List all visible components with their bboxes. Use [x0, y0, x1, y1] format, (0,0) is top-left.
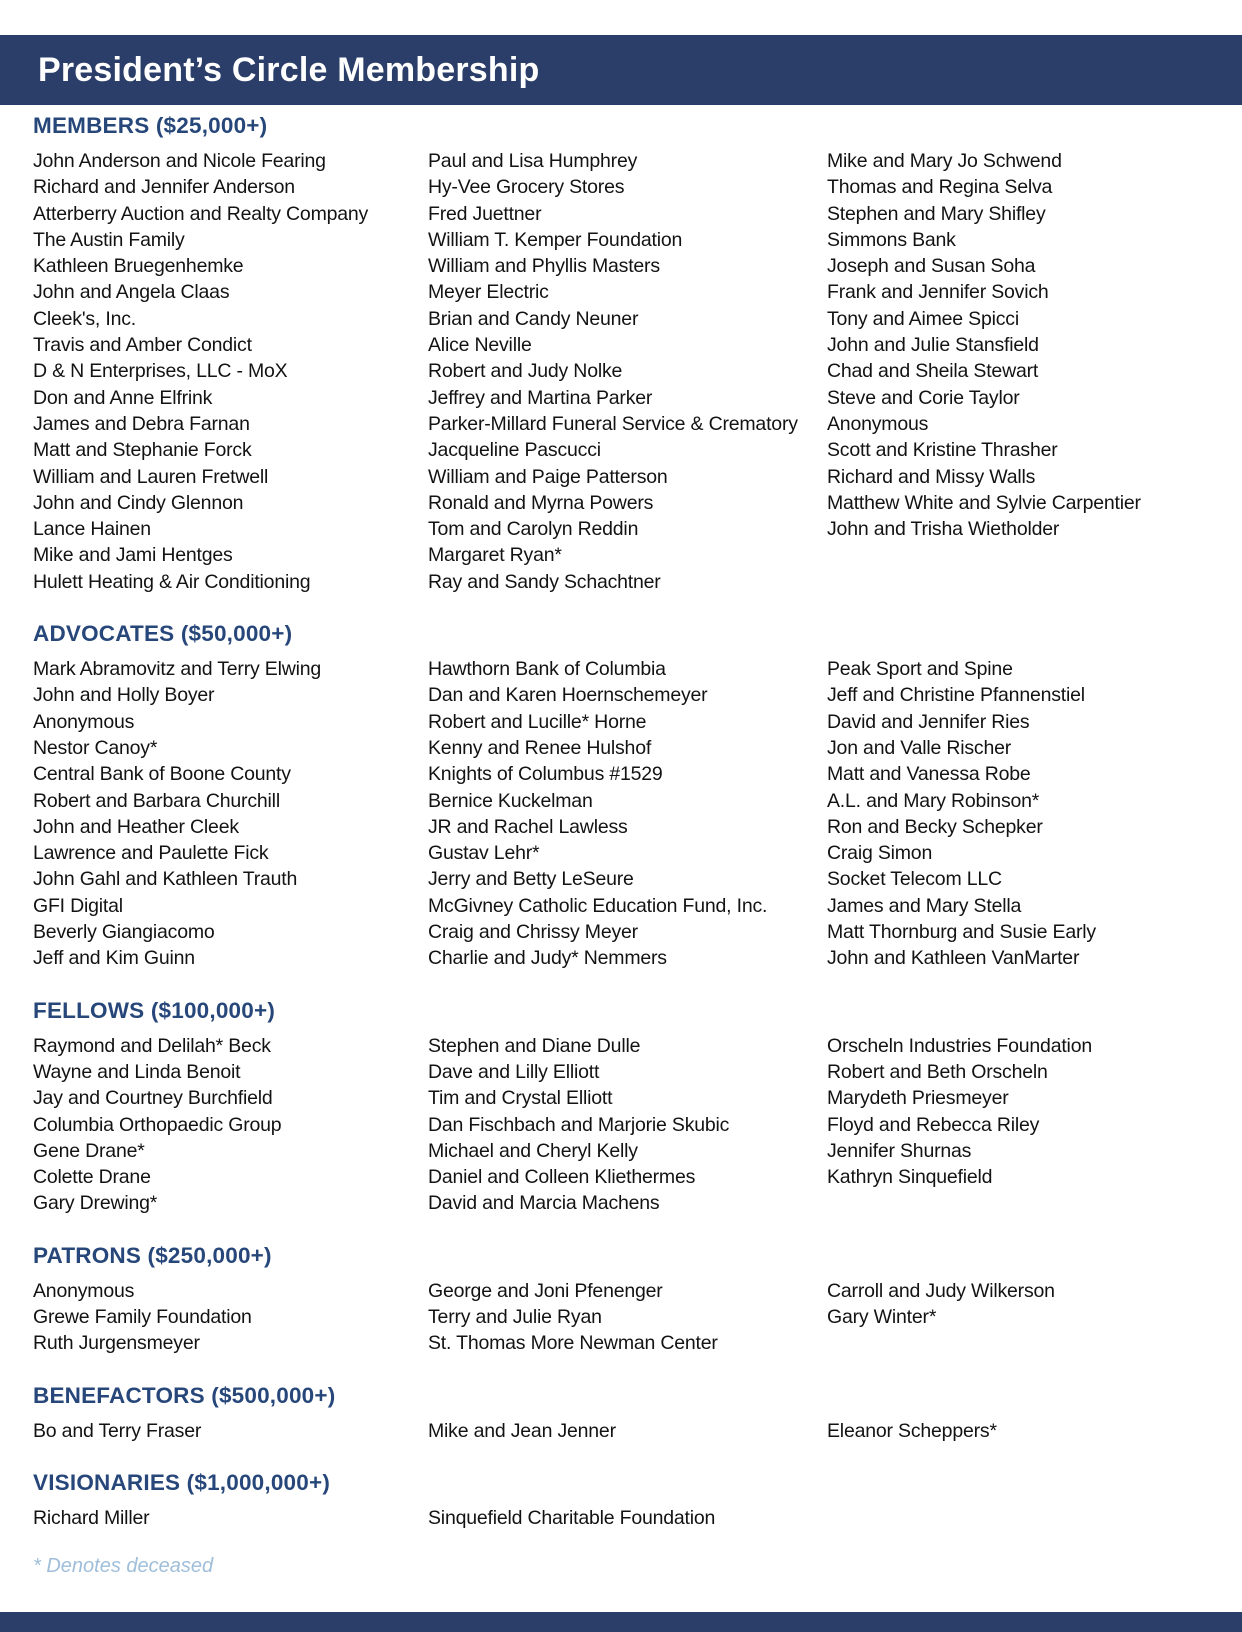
column-3 [827, 1418, 1222, 1444]
member-name: William T. Kemper Foundation [428, 228, 683, 251]
member-name: John and Trisha Wietholder [827, 518, 1060, 541]
member-name: Craig and Chrissy Meyer [428, 921, 638, 944]
member-name: Joseph and Susan Soha [827, 255, 1036, 278]
column-3 [827, 1278, 1222, 1357]
column-1 [33, 1505, 428, 1531]
member-name: George and Joni Pfenenger [428, 1279, 663, 1302]
member-name: The Austin Family [33, 228, 185, 251]
member-name: Columbia Orthopaedic Group [33, 1113, 282, 1136]
member-name: Kathryn Sinquefield [827, 1166, 993, 1189]
member-name: Jeffrey and Martina Parker [428, 386, 653, 409]
section-members [33, 113, 1222, 595]
section-title-members: MEMBERS ($25,000+) [33, 113, 268, 138]
member-name: Chad and Sheila Stewart [827, 360, 1039, 383]
member-name: Robert and Beth Orscheln [827, 1060, 1048, 1083]
section-title-benefactors: BENEFACTORS ($500,000+) [33, 1382, 336, 1408]
member-name: Peak Sport and Spine [827, 658, 1013, 681]
section-columns [33, 1418, 1222, 1444]
column-2 [428, 1278, 827, 1357]
member-name: Dan and Karen Hoernschemeyer [428, 684, 708, 707]
member-name: Frank and Jennifer Sovich [827, 281, 1049, 304]
section-list [33, 113, 1222, 1531]
member-name: Kathleen Bruegenhemke [33, 255, 244, 278]
member-name: Atterberry Auction and Realty Company [33, 202, 369, 225]
member-name: Matt Thornburg and Susie Early [827, 921, 1096, 944]
member-name: GFI Digital [33, 894, 123, 917]
member-name: Terry and Julie Ryan [428, 1305, 602, 1328]
member-name: Mike and Mary Jo Schwend [827, 150, 1062, 172]
member-name: John and Kathleen VanMarter [827, 947, 1080, 970]
member-name: Lance Hainen [33, 518, 151, 541]
member-name: Mike and Jami Hentges [33, 544, 233, 567]
member-name: David and Jennifer Ries [827, 710, 1030, 733]
member-name: Jeff and Kim Guinn [33, 947, 195, 970]
member-name: Hawthorn Bank of Columbia [428, 658, 666, 681]
member-name: Hy-Vee Grocery Stores [428, 176, 625, 199]
member-name: William and Phyllis Masters [428, 255, 660, 278]
member-name: Don and Anne Elfrink [33, 386, 213, 409]
column-2 [428, 148, 827, 595]
column-1 [33, 1418, 428, 1444]
member-name: Simmons Bank [827, 228, 956, 251]
member-name: Travis and Amber Condict [33, 334, 252, 357]
section-benefactors [33, 1383, 1222, 1444]
member-name: Charlie and Judy* Nemmers [428, 947, 667, 970]
member-name: Socket Telecom LLC [827, 868, 1002, 891]
member-name: James and Mary Stella [827, 894, 1022, 917]
member-name: John and Julie Stansfield [827, 334, 1039, 357]
column-3 [827, 1033, 1222, 1217]
member-name: Tim and Crystal Elliott [428, 1087, 613, 1110]
member-name: Alice Neville [428, 334, 532, 357]
member-name: Daniel and Colleen Kliethermes [428, 1166, 696, 1189]
member-name: Steve and Corie Taylor [827, 386, 1020, 409]
member-name: Meyer Electric [428, 281, 549, 304]
section-columns [33, 1505, 1222, 1531]
member-name: Carroll and Judy Wilkerson [827, 1279, 1055, 1302]
member-name: Jennifer Shurnas [827, 1139, 972, 1162]
member-name: Matt and Stephanie Forck [33, 439, 252, 462]
member-name: Jacqueline Pascucci [428, 439, 601, 462]
member-name: Jeff and Christine Pfannenstiel [827, 684, 1085, 707]
member-name: Ray and Sandy Schachtner [428, 570, 661, 593]
page-title: President’s Circle Membership [38, 50, 540, 89]
member-name: Robert and Lucille* Horne [428, 710, 647, 733]
member-name: Jerry and Betty LeSeure [428, 868, 634, 891]
member-name: Orscheln Industries Foundation [827, 1034, 1092, 1057]
column-1 [33, 1278, 428, 1357]
column-2 [428, 1418, 827, 1444]
member-name: Gene Drane* [33, 1139, 145, 1162]
member-name: Gary Winter* [827, 1305, 937, 1328]
member-name: Stephen and Diane Dulle [428, 1034, 641, 1057]
member-name: A.L. and Mary Robinson* [827, 789, 1040, 812]
member-name: Gustav Lehr* [428, 842, 540, 865]
section-title-patrons: PATRONS ($250,000+) [33, 1242, 272, 1268]
section-patrons [33, 1243, 1222, 1357]
member-name: Ruth Jurgensmeyer [33, 1332, 200, 1355]
member-name: Anonymous [33, 710, 135, 733]
member-name: Kenny and Renee Hulshof [428, 736, 652, 759]
member-name: Thomas and Regina Selva [827, 176, 1053, 199]
member-name: Paul and Lisa Humphrey [428, 150, 638, 172]
member-name: Brian and Candy Neuner [428, 307, 639, 330]
member-name: Tony and Aimee Spicci [827, 307, 1019, 330]
section-fellows [33, 998, 1222, 1217]
member-name: Beverly Giangiacomo [33, 921, 215, 944]
member-name: Richard and Missy Walls [827, 465, 1036, 488]
member-name: Sinquefield Charitable Foundation [428, 1506, 716, 1529]
title-bar [0, 35, 1242, 105]
member-name: Mike and Jean Jenner [428, 1419, 616, 1442]
member-name: St. Thomas More Newman Center [428, 1332, 718, 1355]
column-2 [428, 656, 827, 972]
member-name: Wayne and Linda Benoit [33, 1060, 241, 1083]
member-name: William and Paige Patterson [428, 465, 668, 488]
member-name: John and Holly Boyer [33, 684, 215, 707]
section-title-fellows: FELLOWS ($100,000+) [33, 997, 276, 1023]
member-name: Eleanor Scheppers* [827, 1419, 997, 1442]
member-name: William and Lauren Fretwell [33, 465, 269, 488]
member-name: Gary Drewing* [33, 1192, 158, 1215]
member-name: McGivney Catholic Education Fund, Inc. [428, 894, 768, 917]
member-name: Colette Drane [33, 1166, 151, 1189]
bottom-bar [0, 1612, 1242, 1632]
member-name: Richard Miller [33, 1506, 150, 1529]
section-columns [33, 1278, 1222, 1357]
member-name: David and Marcia Machens [428, 1192, 660, 1215]
member-name: Scott and Kristine Thrasher [827, 439, 1058, 462]
member-name: Robert and Judy Nolke [428, 360, 623, 383]
member-name: Jay and Courtney Burchfield [33, 1087, 273, 1110]
member-name: Dan Fischbach and Marjorie Skubic [428, 1113, 730, 1136]
section-title-visionaries: VISIONARIES ($1,000,000+) [33, 1469, 331, 1495]
section-columns [33, 148, 1222, 595]
member-name: Anonymous [827, 412, 929, 435]
member-name: John and Heather Cleek [33, 815, 239, 838]
column-2 [428, 1505, 827, 1531]
member-name: Ronald and Myrna Powers [428, 491, 654, 514]
member-name: Jon and Valle Rischer [827, 736, 1012, 759]
member-name: Central Bank of Boone County [33, 763, 291, 786]
section-advocates [33, 621, 1222, 972]
member-name: John and Cindy Glennon [33, 491, 244, 514]
section-title-advocates: ADVOCATES ($50,000+) [33, 621, 293, 647]
member-name: Ron and Becky Schepker [827, 815, 1043, 838]
member-name: John Anderson and Nicole Fearing [33, 150, 326, 172]
member-name: Knights of Columbus #1529 [428, 763, 663, 786]
member-name: John Gahl and Kathleen Trauth [33, 868, 298, 891]
deceased-footnote: * Denotes deceased [33, 1555, 214, 1578]
member-name: Hulett Heating & Air Conditioning [33, 570, 311, 593]
section-visionaries [33, 1470, 1222, 1531]
member-name: Bo and Terry Fraser [33, 1419, 202, 1442]
member-name: John and Angela Claas [33, 281, 230, 304]
member-name: Floyd and Rebecca Riley [827, 1113, 1040, 1136]
membership-content [33, 113, 1222, 1578]
member-name: JR and Rachel Lawless [428, 815, 628, 838]
section-columns [33, 656, 1222, 972]
member-name: Marydeth Priesmeyer [827, 1087, 1009, 1110]
member-name: Matthew White and Sylvie Carpentier [827, 491, 1141, 514]
column-1 [33, 148, 428, 595]
member-name: Parker-Millard Funeral Service & Crematory [428, 412, 798, 435]
member-name: Bernice Kuckelman [428, 789, 593, 812]
column-1 [33, 656, 428, 972]
member-name: Craig Simon [827, 842, 933, 865]
member-name: Robert and Barbara Churchill [33, 789, 280, 812]
member-name: Anonymous [33, 1279, 135, 1302]
column-3 [827, 1505, 1222, 1531]
column-3 [827, 656, 1222, 972]
section-columns [33, 1033, 1222, 1217]
column-3 [827, 148, 1222, 595]
member-name: James and Debra Farnan [33, 412, 250, 435]
member-name: Margaret Ryan* [428, 544, 562, 567]
member-name: Stephen and Mary Shifley [827, 202, 1046, 225]
member-name: Raymond and Delilah* Beck [33, 1034, 271, 1057]
member-name: Lawrence and Paulette Fick [33, 842, 269, 865]
member-name: D & N Enterprises, LLC - MoX [33, 360, 288, 383]
member-name: Mark Abramovitz and Terry Elwing [33, 658, 322, 681]
column-1 [33, 1033, 428, 1217]
member-name: Dave and Lilly Elliott [428, 1060, 600, 1083]
member-name: Matt and Vanessa Robe [827, 763, 1031, 786]
column-2 [428, 1033, 827, 1217]
member-name: Michael and Cheryl Kelly [428, 1139, 638, 1162]
member-name: Richard and Jennifer Anderson [33, 176, 295, 199]
member-name: Fred Juettner [428, 202, 542, 225]
member-name: Nestor Canoy* [33, 736, 158, 759]
member-name: Cleek's, Inc. [33, 307, 136, 330]
member-name: Grewe Family Foundation [33, 1305, 252, 1328]
member-name: Tom and Carolyn Reddin [428, 518, 639, 541]
